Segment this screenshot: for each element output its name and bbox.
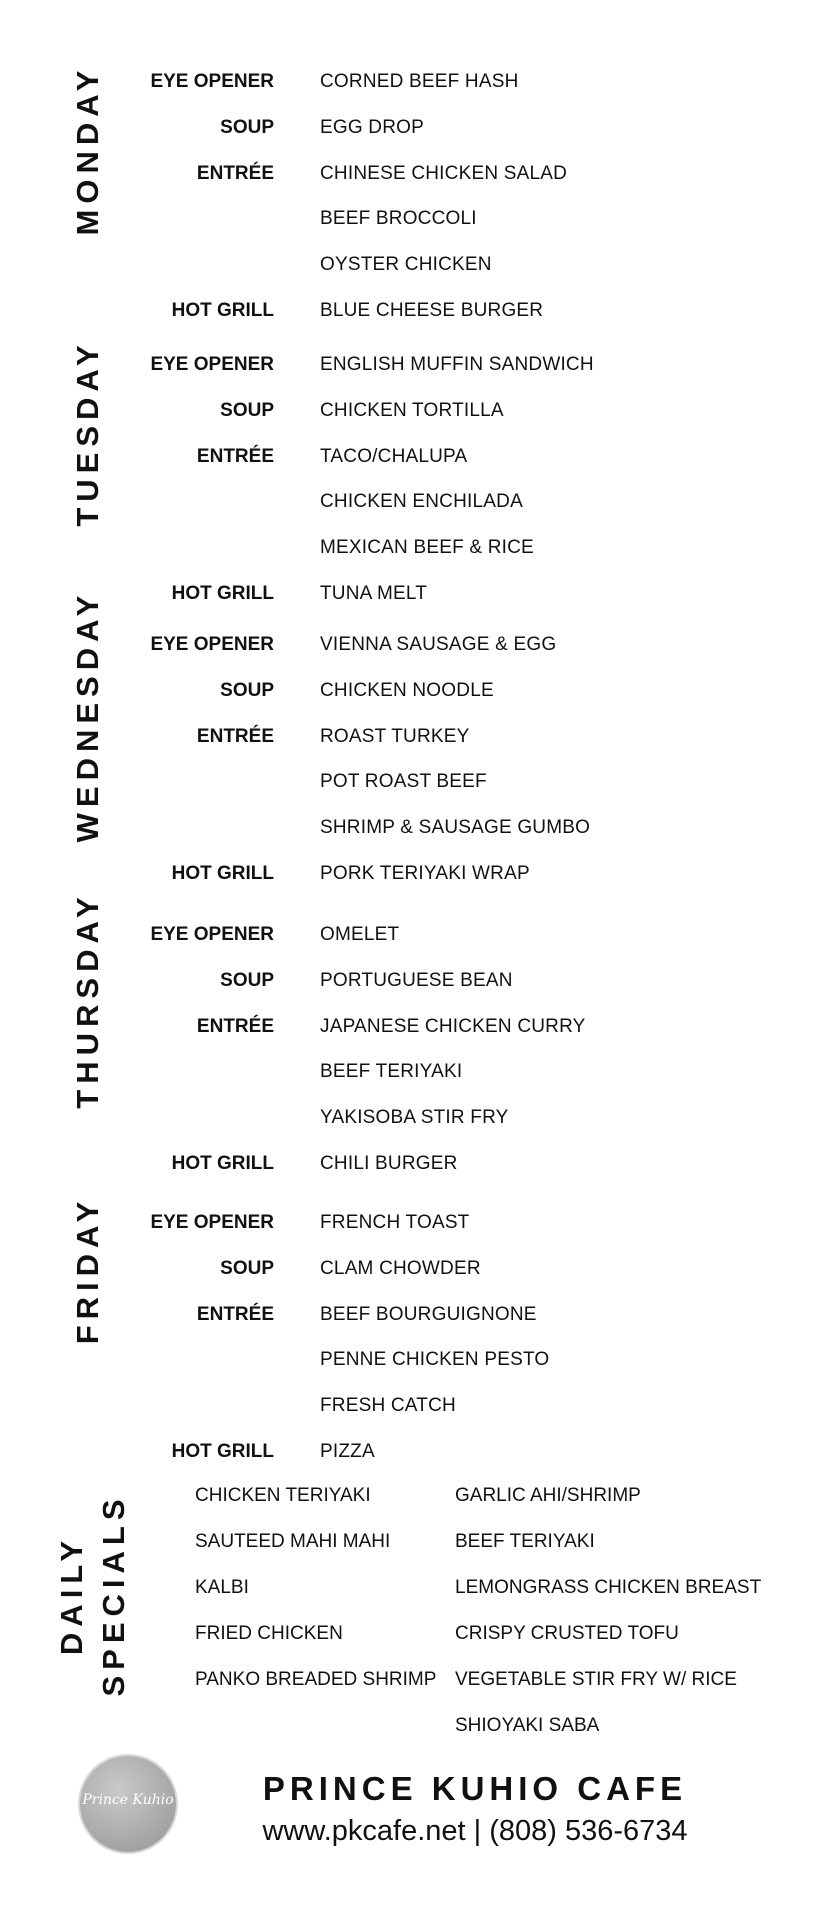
category-label: HOT GRILL — [171, 863, 274, 884]
menu-item: CHICKEN ENCHILADA — [320, 491, 523, 513]
menu-item: EGG DROP — [320, 116, 425, 138]
menu-item: VIENNA SAUSAGE & EGG — [320, 634, 557, 655]
category-label: EYE OPENER — [150, 71, 274, 92]
category-label: ENTRÉE — [196, 1015, 274, 1037]
menu-item: ROAST TURKEY — [320, 725, 470, 747]
category-label: SOUP — [220, 116, 274, 138]
special-item: BEEF TERIYAKI — [455, 1531, 595, 1552]
category-label: ENTRÉE — [196, 1303, 274, 1325]
menu-item: BLUE CHEESE BURGER — [320, 300, 544, 321]
cafe-name: PRINCE KUHIO CAFE — [262, 1770, 688, 1807]
special-item: FRIED CHICKEN — [195, 1623, 343, 1644]
category-label: SOUP — [220, 399, 274, 421]
category-label: HOT GRILL — [171, 300, 274, 321]
category-label: HOT GRILL — [171, 1441, 274, 1462]
category-label: SOUP — [220, 679, 274, 701]
menu-item: TUNA MELT — [320, 583, 428, 604]
category-label: EYE OPENER — [150, 634, 274, 655]
specials-label-line2: SPECIALS — [96, 1493, 131, 1697]
menu-item: CHINESE CHICKEN SALAD — [320, 162, 568, 184]
menu-item: YAKISOBA STIR FRY — [320, 1107, 509, 1129]
category-label: EYE OPENER — [150, 924, 274, 945]
menu-item: CLAM CHOWDER — [320, 1257, 481, 1279]
menu-item: BEEF TERIYAKI — [320, 1061, 463, 1083]
menu-item: TACO/CHALUPA — [320, 445, 468, 467]
menu-item: ENGLISH MUFFIN SANDWICH — [320, 354, 594, 375]
menu-item: MEXICAN BEEF & RICE — [320, 537, 534, 559]
category-label: HOT GRILL — [171, 583, 274, 604]
menu-item: OYSTER CHICKEN — [320, 254, 492, 276]
menu-item: OMELET — [320, 924, 400, 945]
special-item: SHIOYAKI SABA — [455, 1715, 600, 1736]
category-label: EYE OPENER — [150, 354, 274, 375]
category-label: ENTRÉE — [196, 445, 274, 467]
day-label-friday: FRIDAY — [70, 1195, 105, 1345]
day-label-thursday: THURSDAY — [70, 891, 105, 1109]
menu-item: CORNED BEEF HASH — [320, 71, 519, 92]
category-label: SOUP — [220, 969, 274, 991]
menu-item: SHRIMP & SAUSAGE GUMBO — [320, 817, 591, 839]
category-label: HOT GRILL — [171, 1153, 274, 1174]
day-label-wednesday: WEDNESDAY — [70, 589, 105, 843]
specials-label-line1: DAILY — [54, 1534, 89, 1656]
category-label: ENTRÉE — [196, 725, 274, 747]
special-item: CHICKEN TERIYAKI — [195, 1485, 371, 1506]
logo-text: Prince Kuhio — [82, 1792, 174, 1808]
menu-item: PENNE CHICKEN PESTO — [320, 1349, 550, 1371]
menu-item: PORTUGUESE BEAN — [320, 969, 513, 991]
day-label-monday: MONDAY — [70, 64, 105, 236]
menu-item: POT ROAST BEEF — [320, 771, 487, 793]
cafe-contact: www.pkcafe.net | (808) 536-6734 — [262, 1815, 688, 1847]
special-item: SAUTEED MAHI MAHI — [195, 1531, 391, 1552]
menu-item: CHILI BURGER — [320, 1153, 458, 1174]
menu-item: BEEF BOURGUIGNONE — [320, 1303, 537, 1325]
menu-item: FRENCH TOAST — [320, 1212, 470, 1233]
category-label: EYE OPENER — [150, 1212, 274, 1233]
category-label: ENTRÉE — [196, 162, 274, 184]
menu-item: FRESH CATCH — [320, 1395, 456, 1417]
day-label-tuesday: TUESDAY — [70, 339, 105, 527]
cafe-logo — [80, 1756, 176, 1852]
menu-item: CHICKEN NOODLE — [320, 679, 494, 701]
special-item: KALBI — [195, 1577, 249, 1598]
menu-item: CHICKEN TORTILLA — [320, 399, 504, 421]
special-item: GARLIC AHI/SHRIMP — [455, 1485, 641, 1506]
special-item: LEMONGRASS CHICKEN BREAST — [455, 1577, 762, 1598]
special-item: CRISPY CRUSTED TOFU — [455, 1623, 679, 1644]
menu-item: PIZZA — [320, 1441, 375, 1462]
category-label: SOUP — [220, 1257, 274, 1279]
menu-item: PORK TERIYAKI WRAP — [320, 863, 530, 884]
special-item: VEGETABLE STIR FRY W/ RICE — [455, 1669, 737, 1690]
menu-item: JAPANESE CHICKEN CURRY — [320, 1015, 586, 1037]
daily-specials-label — [51, 1493, 135, 1696]
special-item: PANKO BREADED SHRIMP — [195, 1669, 437, 1690]
menu-item: BEEF BROCCOLI — [320, 208, 477, 230]
